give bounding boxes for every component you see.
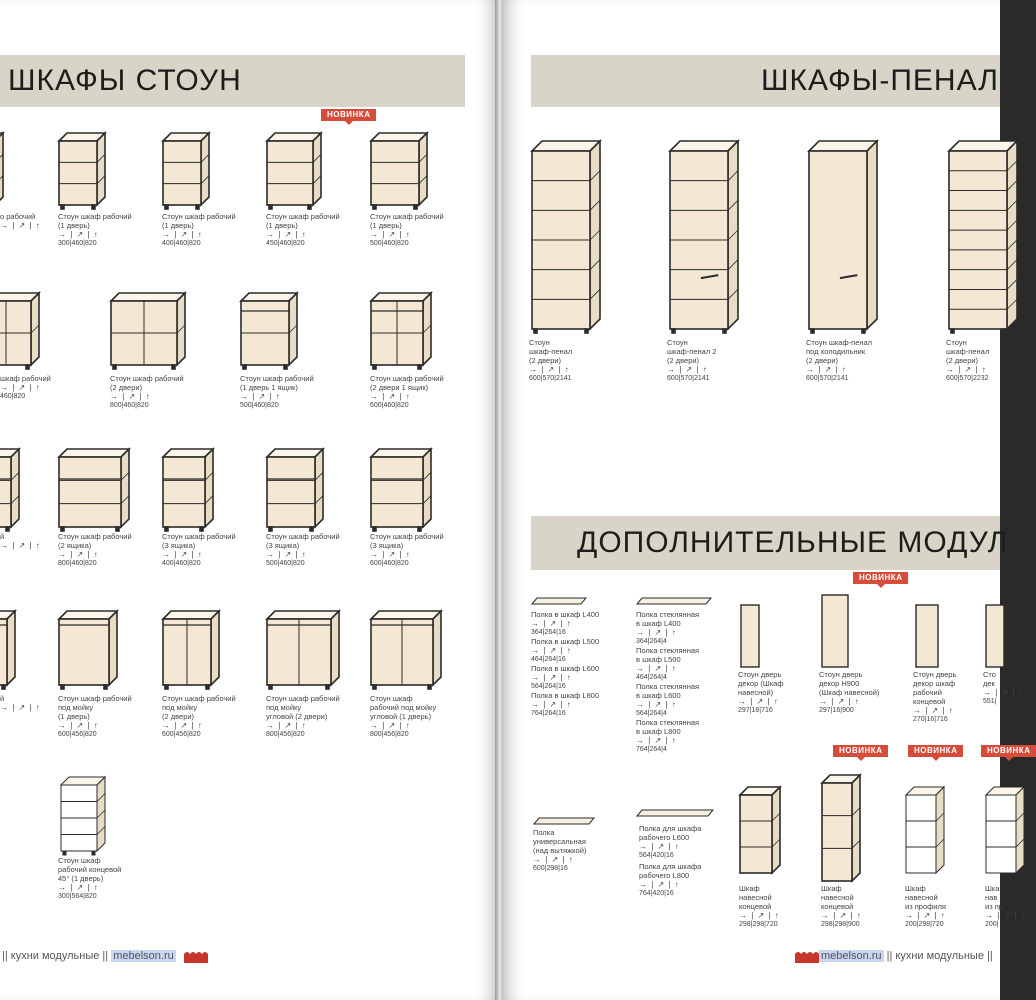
dimension-arrows: → | ↗ | ↑ [58,550,99,559]
caption-line: под мойку [58,703,94,712]
caption-line: Полка для шкафа [639,862,702,871]
product-caption [821,884,862,929]
caption-line: Стоун шкаф рабочий [58,212,132,221]
caption-line: Шкаф [739,884,760,893]
caption-line: Полка в шкаф L500 [531,637,600,646]
cabinet-illustration [266,132,324,210]
caption-line: Стоун шкаф-пенал [806,338,873,347]
catalog-page-left [0,0,497,1000]
dimensions-value: 300|564|820 [58,893,97,900]
cabinet-illustration [58,132,108,210]
caption-line: (2 двери) [946,356,979,365]
caption-line: Полка стеклянная [636,646,700,655]
product-caption [739,884,780,929]
cabinet-illustration [266,610,342,690]
caption-line: Стоун шкаф рабочий [58,694,132,703]
caption-line: концевой [913,697,946,706]
dimensions-value: 764|264|4 [636,746,667,753]
cabinet-illustration [0,448,22,532]
cabinet-illustration [985,786,1027,878]
caption-line: под мойку [266,703,302,712]
dimension-arrows: → | ↗ | ↑ [531,619,572,628]
cabinet-illustration [58,610,120,690]
caption-line: под холодильник [806,347,866,356]
section-banner-stoun-cabinets [0,55,465,107]
dimension-arrows: → | ↗ | ↑ [636,664,677,673]
dimension-arrows: → | ↗ | ↑ [162,550,203,559]
dimensions-value: 600|570|2141 [529,375,572,382]
badge-label: НОВИНКА [914,746,958,755]
caption-line: Сто [983,670,996,679]
cabinet-illustration [162,132,212,210]
dimension-arrows: → | ↗ | ↑ [0,541,41,550]
dimension-arrows: → | ↗ | ↑ [983,688,1024,697]
section-title: ДОПОЛНИТЕЛЬНЫЕ МОДУЛ [577,526,1009,559]
cabinet-illustration [370,132,430,210]
caption-line: Стоун шкаф рабочий [162,694,236,703]
page-footer [2,950,176,962]
dimensions-value: 200|298|720 [905,921,944,928]
dimension-arrows: → | ↗ | ↑ [946,365,987,374]
dimensions-value: 297|18|716 [738,707,773,714]
dimension-arrows: → | ↗ | ↑ [667,365,708,374]
product-caption [162,694,236,739]
dimension-arrows: → | ↗ | ↑ [0,221,41,230]
caption-line: дек [983,679,995,688]
caption-line: угловой (1 дверь) [370,712,432,721]
section-banner-extra-modules [531,516,1009,570]
product-caption [667,338,716,383]
caption-line: шкаф-пенал 2 [667,347,717,356]
section-title: ШКАФЫ СТОУН [8,64,242,97]
dimension-arrows: → | ↗ | ↑ [739,911,780,920]
product-caption [529,338,572,383]
cabinet-illustration [0,292,42,370]
caption-line: Полка стеклянная [636,718,700,727]
cabinet-illustration [162,610,222,690]
product-caption [162,212,236,248]
caption-line: (2 двери) [110,383,143,392]
caption-line: Стоун шкаф рабочий [266,212,340,221]
dimensions-value: 298|298|720 [739,921,778,928]
dimensions-value: 500|460|820 [370,240,409,247]
caption-line: (над вытяжкой) [533,846,587,855]
dimensions-value: 464|264|16 [531,656,566,663]
caption-line: (2 ящика) [58,541,92,550]
glass-shelf-illustration [636,596,712,606]
product-caption [806,338,872,383]
dimension-arrows: → | ↗ | ↑ [636,700,677,709]
caption-line: рабочий под мойку [370,703,437,712]
caption-line: Стоун шкаф рабочий [162,212,236,221]
caption-line: Шка [985,884,1000,893]
footer-text: || кухни модульные || [2,950,109,962]
product-caption [0,212,41,230]
caption-line: Стоун шкаф рабочий [240,374,314,383]
caption-line: Стоун [946,338,967,347]
dimension-arrows: → | ↗ | ↑ [110,392,151,401]
cabinet-illustration [162,448,216,532]
caption-line: под мойку [162,703,198,712]
caption-line: й [0,532,5,541]
dimensions-value: 600|570|2232 [946,375,989,382]
dimensions-value: 600|298|16 [533,865,568,872]
caption-line: рабочий концевой [58,865,122,874]
new-badge [908,745,963,757]
caption-line: (2 двери) [162,712,195,721]
caption-line: Стоун шкаф рабочий [370,212,444,221]
product-caption [905,884,946,929]
caption-line: Полка стеклянная [636,610,700,619]
caption-line: (Шкаф навесной) [819,688,880,697]
cabinet-illustration [58,448,132,532]
caption-line: (2 двери 1 ящик) [370,383,429,392]
caption-line: концевой [821,902,854,911]
caption-line: концевой [739,902,772,911]
product-caption [266,532,340,568]
dimensions-value: 564|264|4 [636,710,667,717]
caption-line: Стоун шкаф рабочий [58,532,132,541]
product-caption [533,828,586,873]
caption-line: Шкаф [905,884,926,893]
caption-line: в шкаф L800 [636,727,681,736]
section-banner-tall-cabinets [531,55,1000,107]
caption-line: навесной [905,893,938,902]
dimensions-value: 764|264|16 [531,710,566,717]
new-badge [321,109,376,121]
caption-line: 45° (1 дверь) [58,874,104,883]
caption-line: й [0,694,5,703]
dimension-arrows: → | ↗ | ↑ [636,736,677,745]
cabinet-illustration [669,140,741,334]
dimensions-value: 800|460|820 [110,402,149,409]
cabinet-illustration [905,786,947,878]
dimension-arrows: → | ↗ | ↑ [533,855,574,864]
footer-site-link[interactable]: mebelson.ru [113,950,174,962]
product-caption [0,374,51,401]
dimensions-value: 800|456|820 [266,731,305,738]
product-caption [162,532,236,568]
caption-line: Стоун шкаф рабочий [370,374,444,383]
dimensions-value: 200| [985,921,999,928]
dimensions-value: 500|460|820 [240,402,279,409]
product-caption [370,532,444,568]
product-caption [531,610,599,718]
caption-line: (1 дверь) [58,712,90,721]
dimension-arrows: → | ↗ | ↑ [905,911,946,920]
dimensions-value: 300|460|820 [58,240,97,247]
dimensions-value: 298|298|900 [821,921,860,928]
new-badge [853,572,908,584]
caption-line: Стоун дверь [819,670,863,679]
caption-line: декор H900 [819,679,860,688]
dimension-arrows: → | ↗ | ↑ [58,230,99,239]
product-caption [913,670,956,724]
caption-line: (3 ящика) [162,541,196,550]
badge-label: НОВИНКА [987,746,1031,755]
dimensions-value: 270|16|716 [913,716,948,723]
cabinet-illustration [0,132,6,210]
caption-line: (2 двери) [806,356,839,365]
caption-line: Стоун шкаф рабочий [370,532,444,541]
caption-line: шкаф-пенал [946,347,990,356]
dimension-arrows: → | ↗ | ↑ [985,911,1026,920]
caption-line: Стоун шкаф рабочий [266,532,340,541]
caption-line: угловой (2 двери) [266,712,328,721]
caption-line: универсальная [533,837,586,846]
shelf-illustration [531,596,587,606]
universal-shelf-illustration [533,816,595,826]
caption-line: в шкаф L400 [636,619,681,628]
caption-line: декор (Шкаф [738,679,784,688]
product-caption [639,862,701,898]
product-caption [370,694,436,739]
new-badge [833,745,888,757]
dimensions-value: 800|460|820 [58,560,97,567]
dimension-arrows: → | ↗ | ↑ [370,230,411,239]
dimension-arrows: → | ↗ | ↑ [162,721,203,730]
cabinet-illustration [266,448,326,532]
caption-line: (1 дверь) [370,221,402,230]
caption-line: (2 двери) [667,356,700,365]
dimensions-value: 364|264|16 [531,629,566,636]
caption-line: Полка для шкафа [639,824,702,833]
section-title: ШКАФЫ-ПЕНАЛ [761,64,999,97]
caption-line: шкаф рабочий [0,374,51,383]
caption-line: Полка [533,828,555,837]
dimension-arrows: → | ↗ | ↑ [266,721,307,730]
new-badge [981,745,1036,757]
dimensions-value: 600|456|820 [58,731,97,738]
dimensions-value: 460|820 [0,393,26,400]
dimensions-value: 364|264|4 [636,638,667,645]
caption-line: (1 дверь) [58,221,90,230]
caption-line: (3 ящика) [370,541,404,550]
caption-line: Стоун дверь [913,670,957,679]
dimension-arrows: → | ↗ | ↑ [531,700,572,709]
dimensions-value: 464|264|4 [636,674,667,681]
dimension-arrows: → | ↗ | ↑ [370,721,411,730]
caption-line: Стоун шкаф рабочий [266,694,340,703]
caption-line: навесной [821,893,854,902]
dimension-arrows: → | ↗ | ↑ [821,911,862,920]
product-caption [738,670,784,715]
product-caption [58,532,132,568]
dimension-arrows: → | ↗ | ↑ [162,230,203,239]
caption-line: Стоун [529,338,550,347]
dimension-arrows: → | ↗ | ↑ [819,697,860,706]
dimension-arrows: → | ↗ | ↑ [266,230,307,239]
product-caption [58,212,132,248]
caption-line: Шкаф [821,884,842,893]
caption-line: из пр [985,902,1003,911]
caption-line: (3 ящика) [266,541,300,550]
caption-line: декор шкаф [913,679,956,688]
dimension-arrows: → | ↗ | ↑ [58,883,99,892]
dimension-arrows: → | ↗ | ↑ [738,697,779,706]
caption-line: (1 дверь 1 ящик) [240,383,298,392]
cabinet-illustration [531,140,603,334]
caption-line: Полка стеклянная [636,682,700,691]
dimension-arrows: → | ↗ | ↑ [639,880,680,889]
caption-line: из профиля [905,902,946,911]
caption-line: Полка в шкаф L800 [531,691,600,700]
door-panel-illustration [915,604,941,670]
footer-site-link[interactable]: mebelson.ru [821,950,882,962]
product-caption [240,374,314,410]
product-caption [0,694,41,712]
badge-label: НОВИНКА [859,573,903,582]
dimension-arrows: → | ↗ | ↑ [636,628,677,637]
caption-line: о рабочий [0,212,36,221]
caption-line: в шкаф L600 [636,691,681,700]
product-caption [985,884,1026,929]
dimension-arrows: → | ↗ | ↑ [370,392,411,401]
cabinet-illustration [370,610,444,690]
caption-line: Полка в шкаф L400 [531,610,600,619]
caption-line: Стоун шкаф [58,856,101,865]
caption-line: (2 двери) [529,356,562,365]
dimension-arrows: → | ↗ | ↑ [0,703,41,712]
cabinet-illustration [60,776,108,856]
dimensions-value: 400|460|820 [162,560,201,567]
dimension-arrows: → | ↗ | ↑ [240,392,281,401]
caption-line: в шкаф L500 [636,655,681,664]
cabinet-illustration [370,292,434,370]
dimensions-value: 600|570|2141 [806,375,849,382]
cabinet-illustration [821,774,863,886]
caption-line: нав [985,893,998,902]
dimensions-value: 600|456|820 [162,731,201,738]
caption-line: шкаф-пенал [529,347,573,356]
worktop-shelf-illustration [636,808,714,818]
product-caption [58,856,121,901]
dimension-arrows: → | ↗ | ↑ [639,842,680,851]
dimensions-value: 400|460|820 [162,240,201,247]
caption-line: Стоун шкаф рабочий [162,532,236,541]
product-caption [0,532,41,550]
product-caption [370,374,444,410]
caption-line: рабочего L800 [639,871,690,880]
dimension-arrows: → | ↗ | ↑ [531,646,572,655]
dimension-arrows: → | ↗ | ↑ [806,365,847,374]
cabinet-illustration [240,292,300,370]
product-caption [266,694,340,739]
caption-line: рабочий [913,688,942,697]
dimensions-value: 800|456|820 [370,731,409,738]
caption-line: навесной [739,893,772,902]
dimensions-value: 450|460|820 [266,240,305,247]
door-panel-illustration [985,604,1007,670]
badge-label: НОВИНКА [839,746,883,755]
product-caption [983,670,1024,706]
dimension-arrows: → | ↗ | ↑ [266,550,307,559]
caption-line: рабочего L600 [639,833,690,842]
dimension-arrows: → | ↗ | ↑ [370,550,411,559]
product-caption [946,338,989,383]
brand-logo-icon [795,950,821,964]
product-caption [110,374,184,410]
dimensions-value: 564|420|16 [639,852,674,859]
product-caption [58,694,132,739]
cabinet-illustration [808,140,880,334]
caption-line: Стоун шкаф [370,694,413,703]
catalog-page-right [503,0,1031,1000]
dimension-arrows: → | ↗ | ↑ [0,383,41,392]
dimensions-value: 600|460|820 [370,560,409,567]
dimensions-value: 764|420|16 [639,890,674,897]
caption-line: Стоун [667,338,688,347]
dimension-arrows: → | ↗ | ↑ [913,706,954,715]
footer-text: || кухни модульные || [886,950,993,962]
caption-line: Полка в шкаф L600 [531,664,600,673]
dimension-arrows: → | ↗ | ↑ [529,365,570,374]
product-caption [266,212,340,248]
caption-line: Стоун дверь [738,670,782,679]
door-panel-illustration [740,604,762,670]
product-caption [636,610,699,754]
dimensions-value: 564|264|16 [531,683,566,690]
cabinet-illustration [370,448,434,532]
dimension-arrows: → | ↗ | ↑ [531,673,572,682]
page-footer [819,950,993,962]
dimensions-value: 600|570|2141 [667,375,710,382]
product-caption [370,212,444,248]
dimensions-value: 297|16|900 [819,707,854,714]
cabinet-illustration [110,292,188,370]
badge-label: НОВИНКА [327,110,371,119]
dimensions-value: 600|460|820 [370,402,409,409]
brand-logo-icon [184,950,210,964]
caption-line: Стоун шкаф рабочий [110,374,184,383]
dimension-arrows: → | ↗ | ↑ [58,721,99,730]
caption-line: (1 дверь) [162,221,194,230]
cabinet-illustration [948,140,1020,334]
dimensions-value: 551| [983,698,997,705]
cabinet-illustration [739,786,783,878]
product-caption [819,670,879,715]
door-panel-illustration [821,594,851,670]
caption-line: (1 дверь) [266,221,298,230]
cabinet-illustration [0,610,18,690]
caption-line: навесной) [738,688,774,697]
product-caption [639,824,701,860]
dimensions-value: 500|460|820 [266,560,305,567]
